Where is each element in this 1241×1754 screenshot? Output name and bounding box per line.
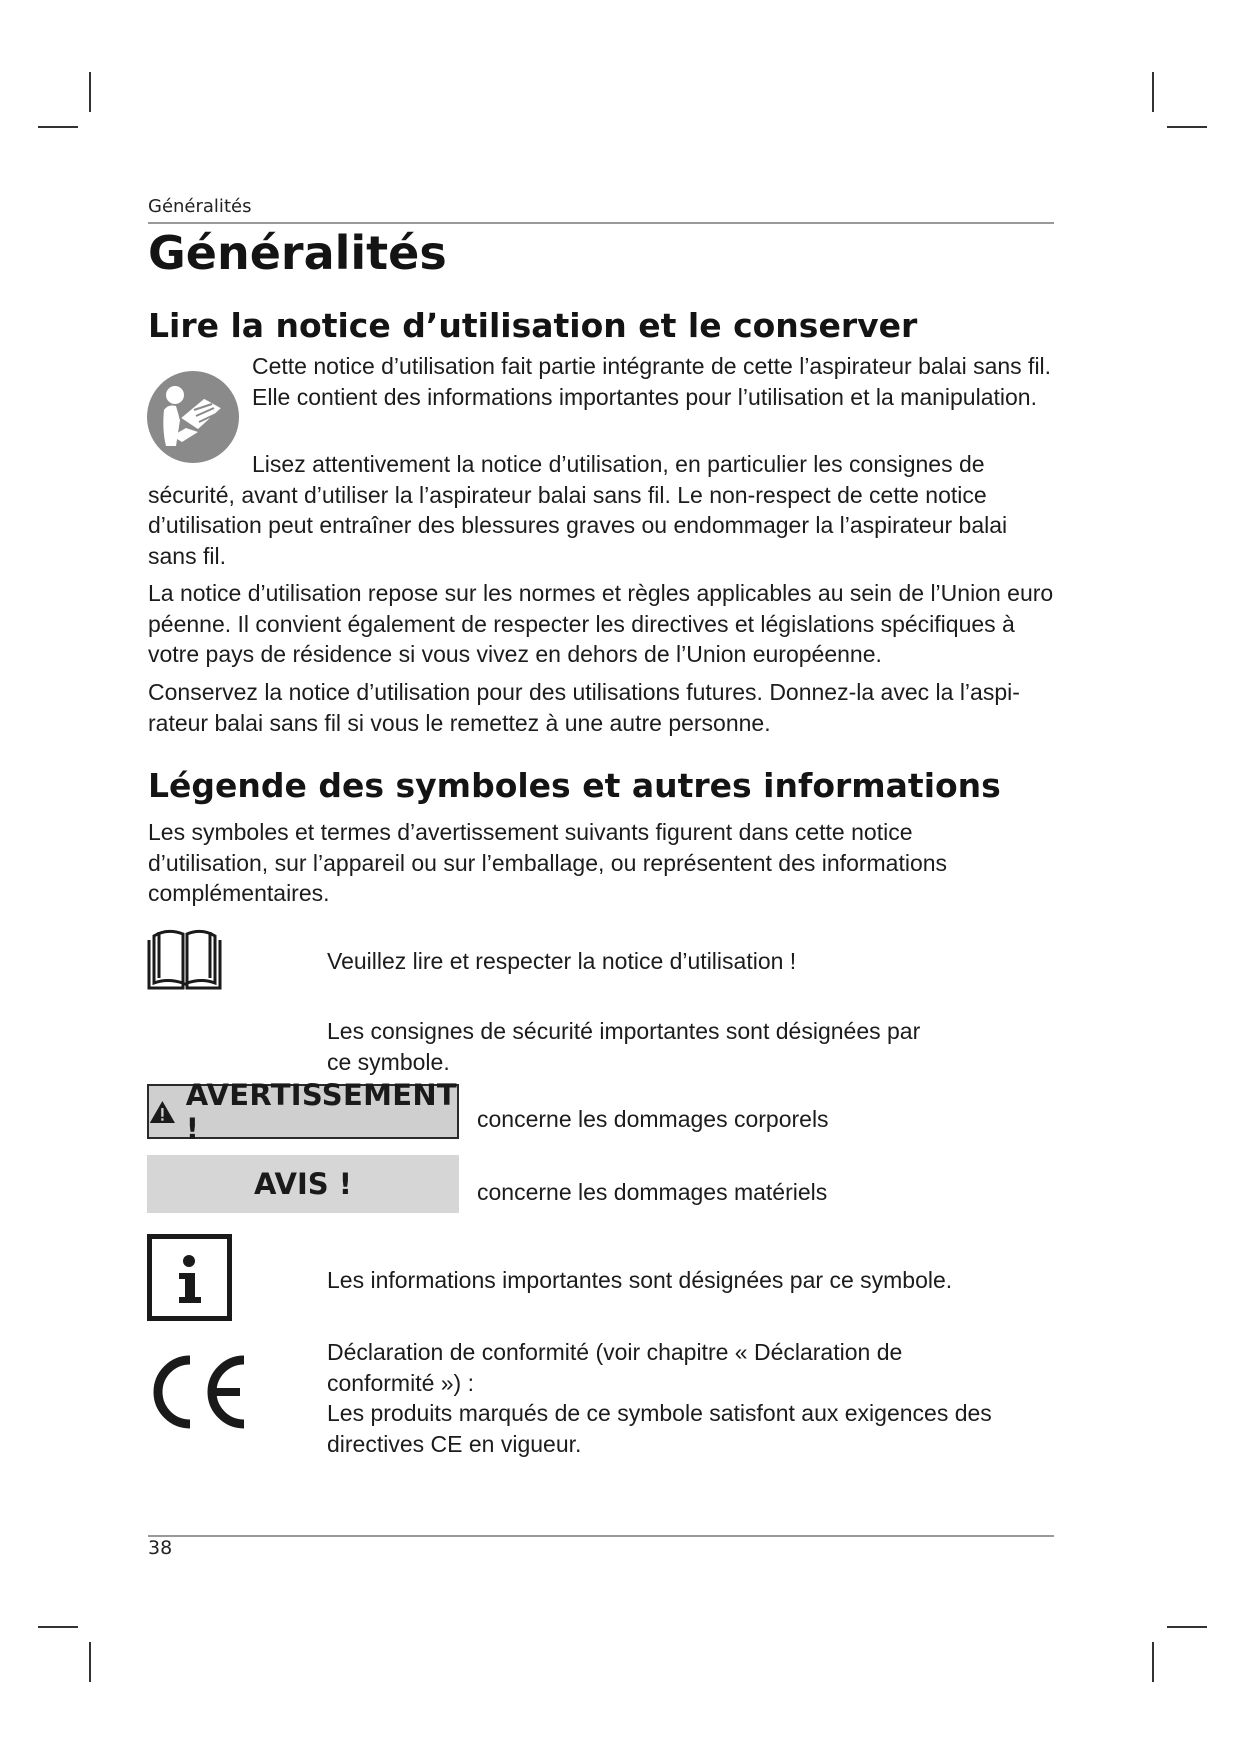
ce-mark-icon	[146, 1352, 250, 1432]
section2-intro: Les symboles et termes d’avertissement suivants figurent dans cette notice d’utilisation, sur l’appareil ou sur l’emballage, ou représentent des informations complémentaires.	[148, 819, 948, 906]
crop-mark	[89, 1642, 91, 1682]
open-book-icon	[147, 928, 222, 992]
notice-badge	[147, 1155, 459, 1213]
notice-description: concerne les dommages matériels	[477, 1179, 828, 1205]
crop-mark	[1152, 72, 1154, 112]
warning-triangle-icon	[149, 1097, 176, 1127]
ce-declaration-text: Les produits marqués de ce symbole satisfont aux exigences des directives CE en vigueur.	[327, 1400, 992, 1457]
running-header: Généralités	[148, 196, 252, 217]
warning-label: AVERTISSEMENT !	[185, 1077, 457, 1146]
footer-rule	[148, 1535, 1054, 1537]
section-heading-read-manual: Lire la notice d’utilisation et le conserver	[148, 306, 918, 345]
section1-para-indented	[148, 449, 1056, 571]
crop-mark	[1167, 1626, 1207, 1628]
ce-declaration-title: Déclaration de conformité (voir chapitre « Déclaration de conformité ») :	[327, 1339, 903, 1396]
warning-description: concerne les dommages corporels	[477, 1106, 829, 1132]
crop-mark	[1167, 126, 1207, 128]
page-number: 38	[148, 1537, 173, 1559]
header-rule	[148, 222, 1054, 224]
read-manual-text: Veuillez lire et respecter la notice d’utilisation !	[327, 948, 797, 974]
crop-mark	[89, 72, 91, 112]
info-description: Les informations importantes sont désignées par ce symbole.	[327, 1267, 953, 1293]
crop-mark	[38, 126, 78, 128]
crop-mark	[38, 1626, 78, 1628]
warning-badge	[147, 1077, 459, 1146]
safety-intro-text: Les consignes de sécurité importantes sont désignées par ce symbole.	[327, 1018, 921, 1075]
section1-para2: La notice d’utilisation repose sur les normes et règles applicables au sein de l’Union euro péenne. Il convient également de respecter les directives et législations spécifiques à votre pays de résidence si vous vivez en dehors de l’Union européenne.	[148, 580, 1054, 667]
section1-para3: Conservez la notice d’utilisation pour des utilisations futures. Donnez-la avec la l’aspirateur balai sans fil si vous le remettez à une autre personne.	[148, 679, 1020, 736]
notice-label: AVIS !	[254, 1167, 352, 1201]
section-heading-symbols: Légende des symboles et autres informations	[148, 766, 1001, 805]
section1-intro: Cette notice d’utilisation fait partie intégrante de cette l’aspirateur balai sans fil. Elle contient des informations importantes pour l’utilisation et la manipulation.	[252, 353, 1052, 410]
info-icon	[147, 1234, 232, 1321]
crop-mark	[1152, 1642, 1154, 1682]
chapter-title: Généralités	[148, 226, 447, 280]
section1-para1: Lisez attentivement la notice d’utilisation, en particulier les consignes de sécurité, avant d’utiliser la l’aspirateur balai sans fil. Le non-respect de cette notice d’utilisation peut entraîner des blessures graves ou endommager la l’aspirateur balai sans fil.	[148, 451, 1008, 569]
